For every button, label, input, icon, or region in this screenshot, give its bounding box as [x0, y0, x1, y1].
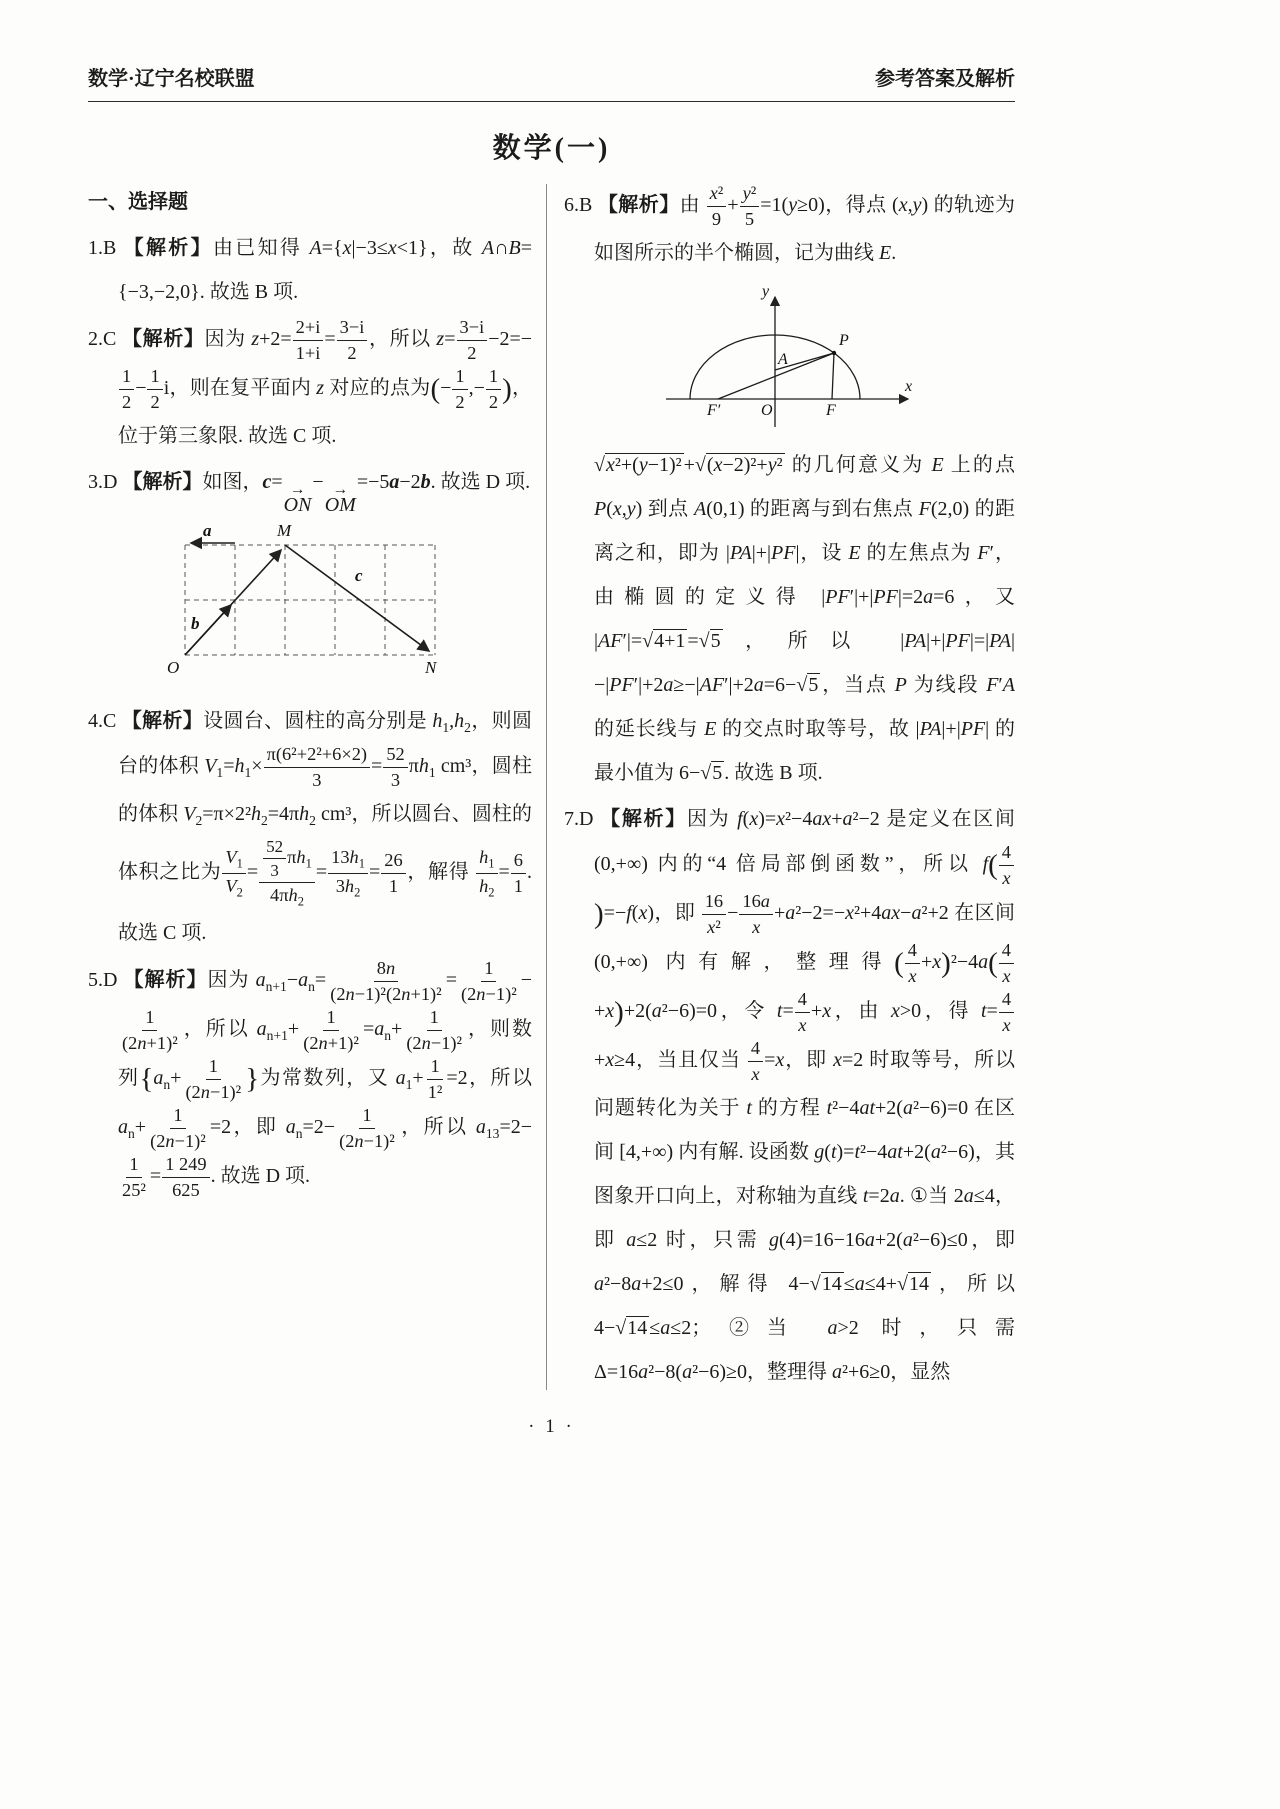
vector-c-arrow [285, 545, 429, 651]
label-point-M: M [277, 521, 292, 541]
left-column [88, 180, 546, 1396]
two-column-body [88, 180, 1015, 1396]
right-column [547, 180, 1015, 1396]
solution-item-3: 3.D 【解析】如图，c= → ON − → OM =−5a−2b. 故选 D 项. [88, 471, 531, 517]
segment-O-to-M [185, 550, 281, 655]
ellipse-figure [650, 281, 930, 433]
section-title: 一、选择题 [88, 191, 188, 213]
page-header [88, 62, 1015, 102]
label-vector-b: b [191, 614, 200, 634]
label-focus-right: F [825, 402, 836, 419]
solution-item-1: 1.B 【解析】由已知得 A={x|−3≤x<1}，故 A∩B={−3,−2,0}. 故选 B 项. [88, 237, 533, 303]
label-focus-left: F′ [706, 402, 720, 419]
segment-P-to-F [832, 353, 834, 399]
header-left-text: 数学·辽宁名校联盟 [88, 68, 255, 90]
label-vector-c: c [355, 566, 363, 586]
label-point-O: O [167, 658, 180, 678]
label-point-A: A [777, 351, 788, 368]
page-number: · 1 · [528, 1416, 575, 1437]
ellipse-figure-wrap [564, 281, 1015, 433]
solution-item-2: 2.C 【解析】因为 z+2= $\frac{2+i}{1+i}$ = $\frac{3-i}{2}$ ，所以 z= $\frac{3-i}{2}$ −2=− $\frac{1}{2}$ − $\frac{1}{2}$ i，则在复平面内 z 对应的点为(− $\frac{1}{2}$ ,− $\frac{1}{2}$ )，位于第三象限. 故选 C 项. [88, 317, 533, 447]
header-right-text: 参考答案及解析 [875, 68, 1015, 90]
vector-figure [155, 521, 465, 689]
label-point-N: N [425, 658, 437, 678]
solution-item-6-body: √x²+(y−1)² +√(x−2)²+y² 的几何意义为 E 上的点 P(x,y) 到点 A(0,1) 的距离与到右焦点 F(2,0) 的距离之和，即为 |PA|+|PF|，设 E 的左焦点为 F′，由椭圆的定义得 |PF′|+|PF|=2a=6，又 |AF′|=√4+1 =√5 ，所以 |PA|+|PF|=|PA|−|PF′|+2a≥−|AF′|+2a=6−√5 ，当点 P 为线段 F′A 的延长线与 E 的交点时取等号，故 |PA|+|PF| 的最小值为 6−√5 . 故选 B 项. [594, 454, 1016, 784]
solution-item-4: 4.C 【解析】设圆台、圆柱的高分别是 $h_1,h_2$，则圆台的体积 $V_1=h_1\times$ $\frac{\text{π(6²+2²+6×2)}}{3}$ = $\frac{52}{3}$ $\pi h_1$ cm³，圆柱的体积 $V_2=\pi\times 2^2h_2=4\pi h_2$ cm³，所以圆台、圆柱的体积之比为 $\frac{V_1}{V_2}$ = $\frac{52}{3}$ $\pi h_1$ $4\pi h_2$ = $\frac{13h_1}{3h_2}$ = $\frac{26}{1}$ ，解得 $\frac{h_1}{h_2}$ = $\frac{6}{1}$ . 故选 C 项. [88, 710, 533, 944]
label-vector-a: a [203, 521, 212, 541]
dashed-grid [185, 545, 435, 655]
label-origin: O [760, 402, 773, 419]
label-point-P: P [838, 332, 849, 349]
page-title: 数学(一) [492, 133, 611, 164]
vector-figure-wrap [88, 521, 532, 689]
label-y-axis: y [761, 283, 769, 300]
label-x-axis: x [904, 378, 912, 395]
point-P-dot [831, 351, 835, 355]
solution-item-5: 5.D 【解析】因为 $a_{n+1}-a_n=$ $\frac{8n}{\text{(2n−1)²(2n+1)²}}$ = $\frac{1}{\text{(2n−1)²}}$ − $\frac{1}{\text{(2n+1)²}}$ ，所以 $a_{n+1}+$ $\frac{1}{\text{(2n+1)²}}$ $=a_n+$ $\frac{1}{\text{(2n−1)²}}$ ，则数列{$a_n+$ $\frac{1}{\text{(2n−1)²}}$ }为常数列，又 $a_1+$ $\frac{1}{\text{1²}}$ =2，所以 $a_n+$ $\frac{1}{\text{(2n−1)²}}$ =2，即 $a_n=2-$ $\frac{1}{\text{(2n−1)²}}$ ，所以 $a_{13}=2-$ $\frac{1}{\text{25²}}$ = $\frac{1 249}{625}$ . 故选 D 项. [88, 957, 533, 1200]
segment-Fprime-to-P [718, 353, 834, 399]
solution-item-6-intro: 6.B 【解析】由 $\frac{\text{x²}}{9}$ + $\frac{\text{y²}}{5}$ =1(y≥0)，得点 (x,y) 的轨迹为如图所示的半个椭圆，记为曲线 E. [564, 183, 1016, 264]
solution-item-7: 7.D 【解析】因为 f(x)=x²−4ax+a²−2 是定义在区间 (0,+∞) 内的“4 倍局部倒函数”，所以 f( $\frac{4}{x}$ )=−f(x)，即 $\frac{16}{\text{x²}}$ − $\frac{16a}{x}$ +a²−2=−x²+4ax−a²+2 在区间 (0,+∞) 内有解，整理得( $\frac{4}{x}$ +x)²−4a( $\frac{4}{x}$ +x)+2(a²−6)=0，令 t= $\frac{4}{x}$ +x，由 x>0，得 t= $\frac{4}{x}$ +x≥4，当且仅当 $\frac{4}{x}$ =x，即 x=2 时取等号，所以问题转化为关于 t 的方程 t²−4at+2(a²−6)=0 在区间 [4,+∞) 内有解. 设函数 g(t)=t²−4at+2(a²−6)，其图象开口向上，对称轴为直线 t=2a. ①当 2a≤4，即 a≤2 时，只需 g(4)=16−16a+2(a²−6)≤0，即 a²−8a+2≤0，解得 4−√14 ≤a≤4+√14 ，所以 4−√14 ≤a≤2；②当 a>2 时，只需 Δ=16a²−8(a²−6)≥0，整理得 a²+6≥0，显然 [564, 808, 1016, 1383]
